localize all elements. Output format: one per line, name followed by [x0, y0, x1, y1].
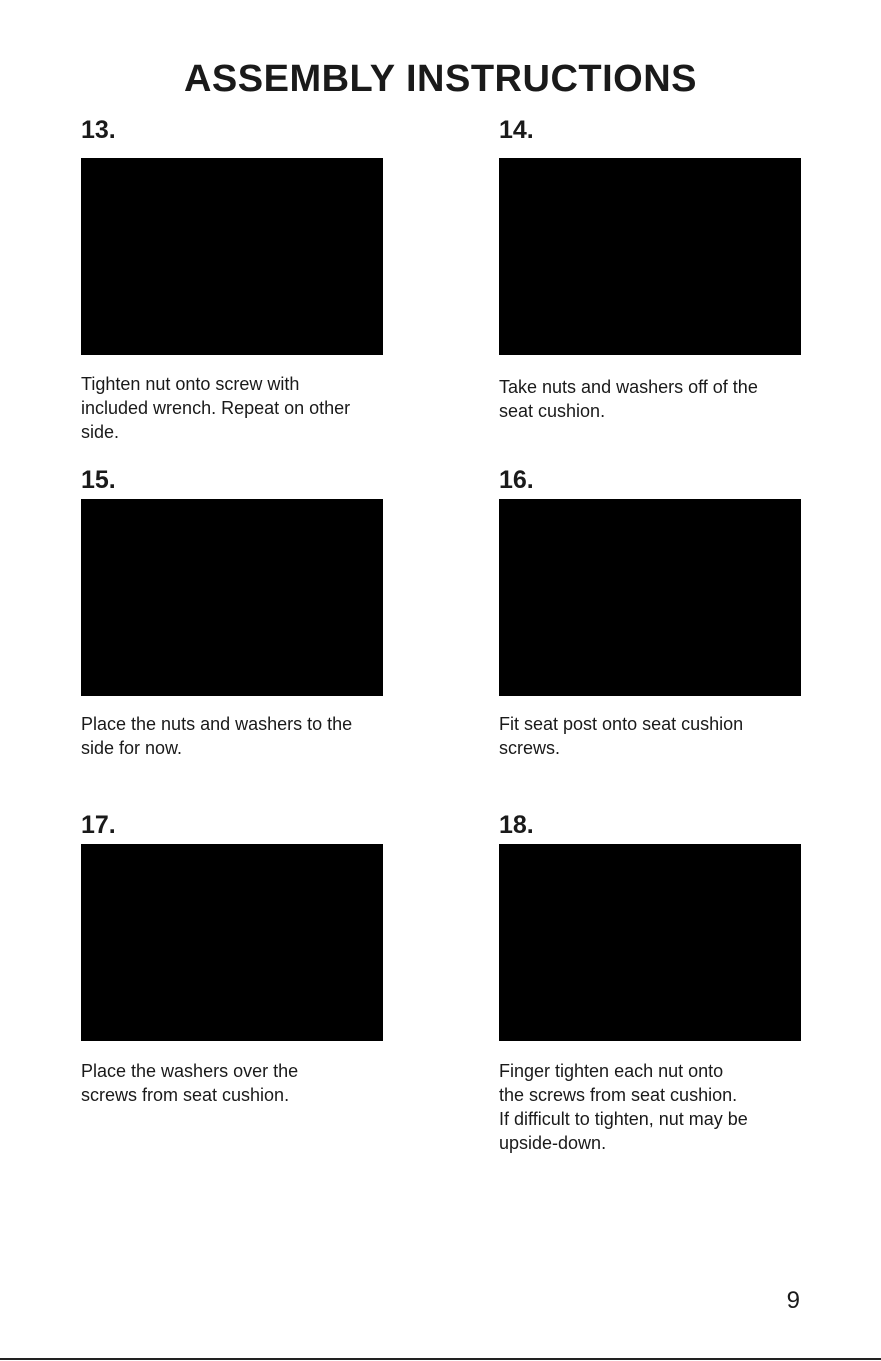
step-number: 13.: [81, 116, 116, 144]
step-illustration: [81, 158, 383, 355]
step-15: [81, 468, 383, 768]
step-number: 16.: [499, 466, 534, 494]
step-illustration: [499, 499, 801, 696]
step-instruction-text: Fit seat post onto seat cushion screws.: [499, 714, 744, 758]
step-illustration: [81, 844, 383, 1041]
step-13: [81, 118, 383, 448]
step-instruction-text: Place the nuts and washers to the side for now.: [81, 714, 353, 758]
step-instruction-text: Finger tighten each nut onto the screws from seat cushion. If difficult to tighten, nut may be upside-down.: [499, 1061, 748, 1153]
page-bottom-rule: [0, 1358, 881, 1360]
step-illustration: [499, 158, 801, 355]
step-number: 18.: [499, 811, 534, 839]
page-title: ASSEMBLY INSTRUCTIONS: [183, 58, 698, 100]
step-instruction-text: Tighten nut onto screw with included wrench. Repeat on other side.: [81, 374, 351, 442]
step-number: 15.: [81, 466, 116, 494]
step-16: [499, 468, 801, 768]
step-instruction-text: Place the washers over the screws from seat cushion.: [81, 1061, 299, 1105]
step-illustration: [499, 844, 801, 1041]
step-17: [81, 813, 383, 1113]
step-number: 14.: [499, 116, 534, 144]
step-illustration: [81, 499, 383, 696]
step-number: 17.: [81, 811, 116, 839]
page-number: 9: [786, 1287, 800, 1314]
step-18: [499, 813, 801, 1163]
step-instruction-text: Take nuts and washers off of the seat cushion.: [499, 377, 758, 421]
step-14: [499, 118, 801, 448]
